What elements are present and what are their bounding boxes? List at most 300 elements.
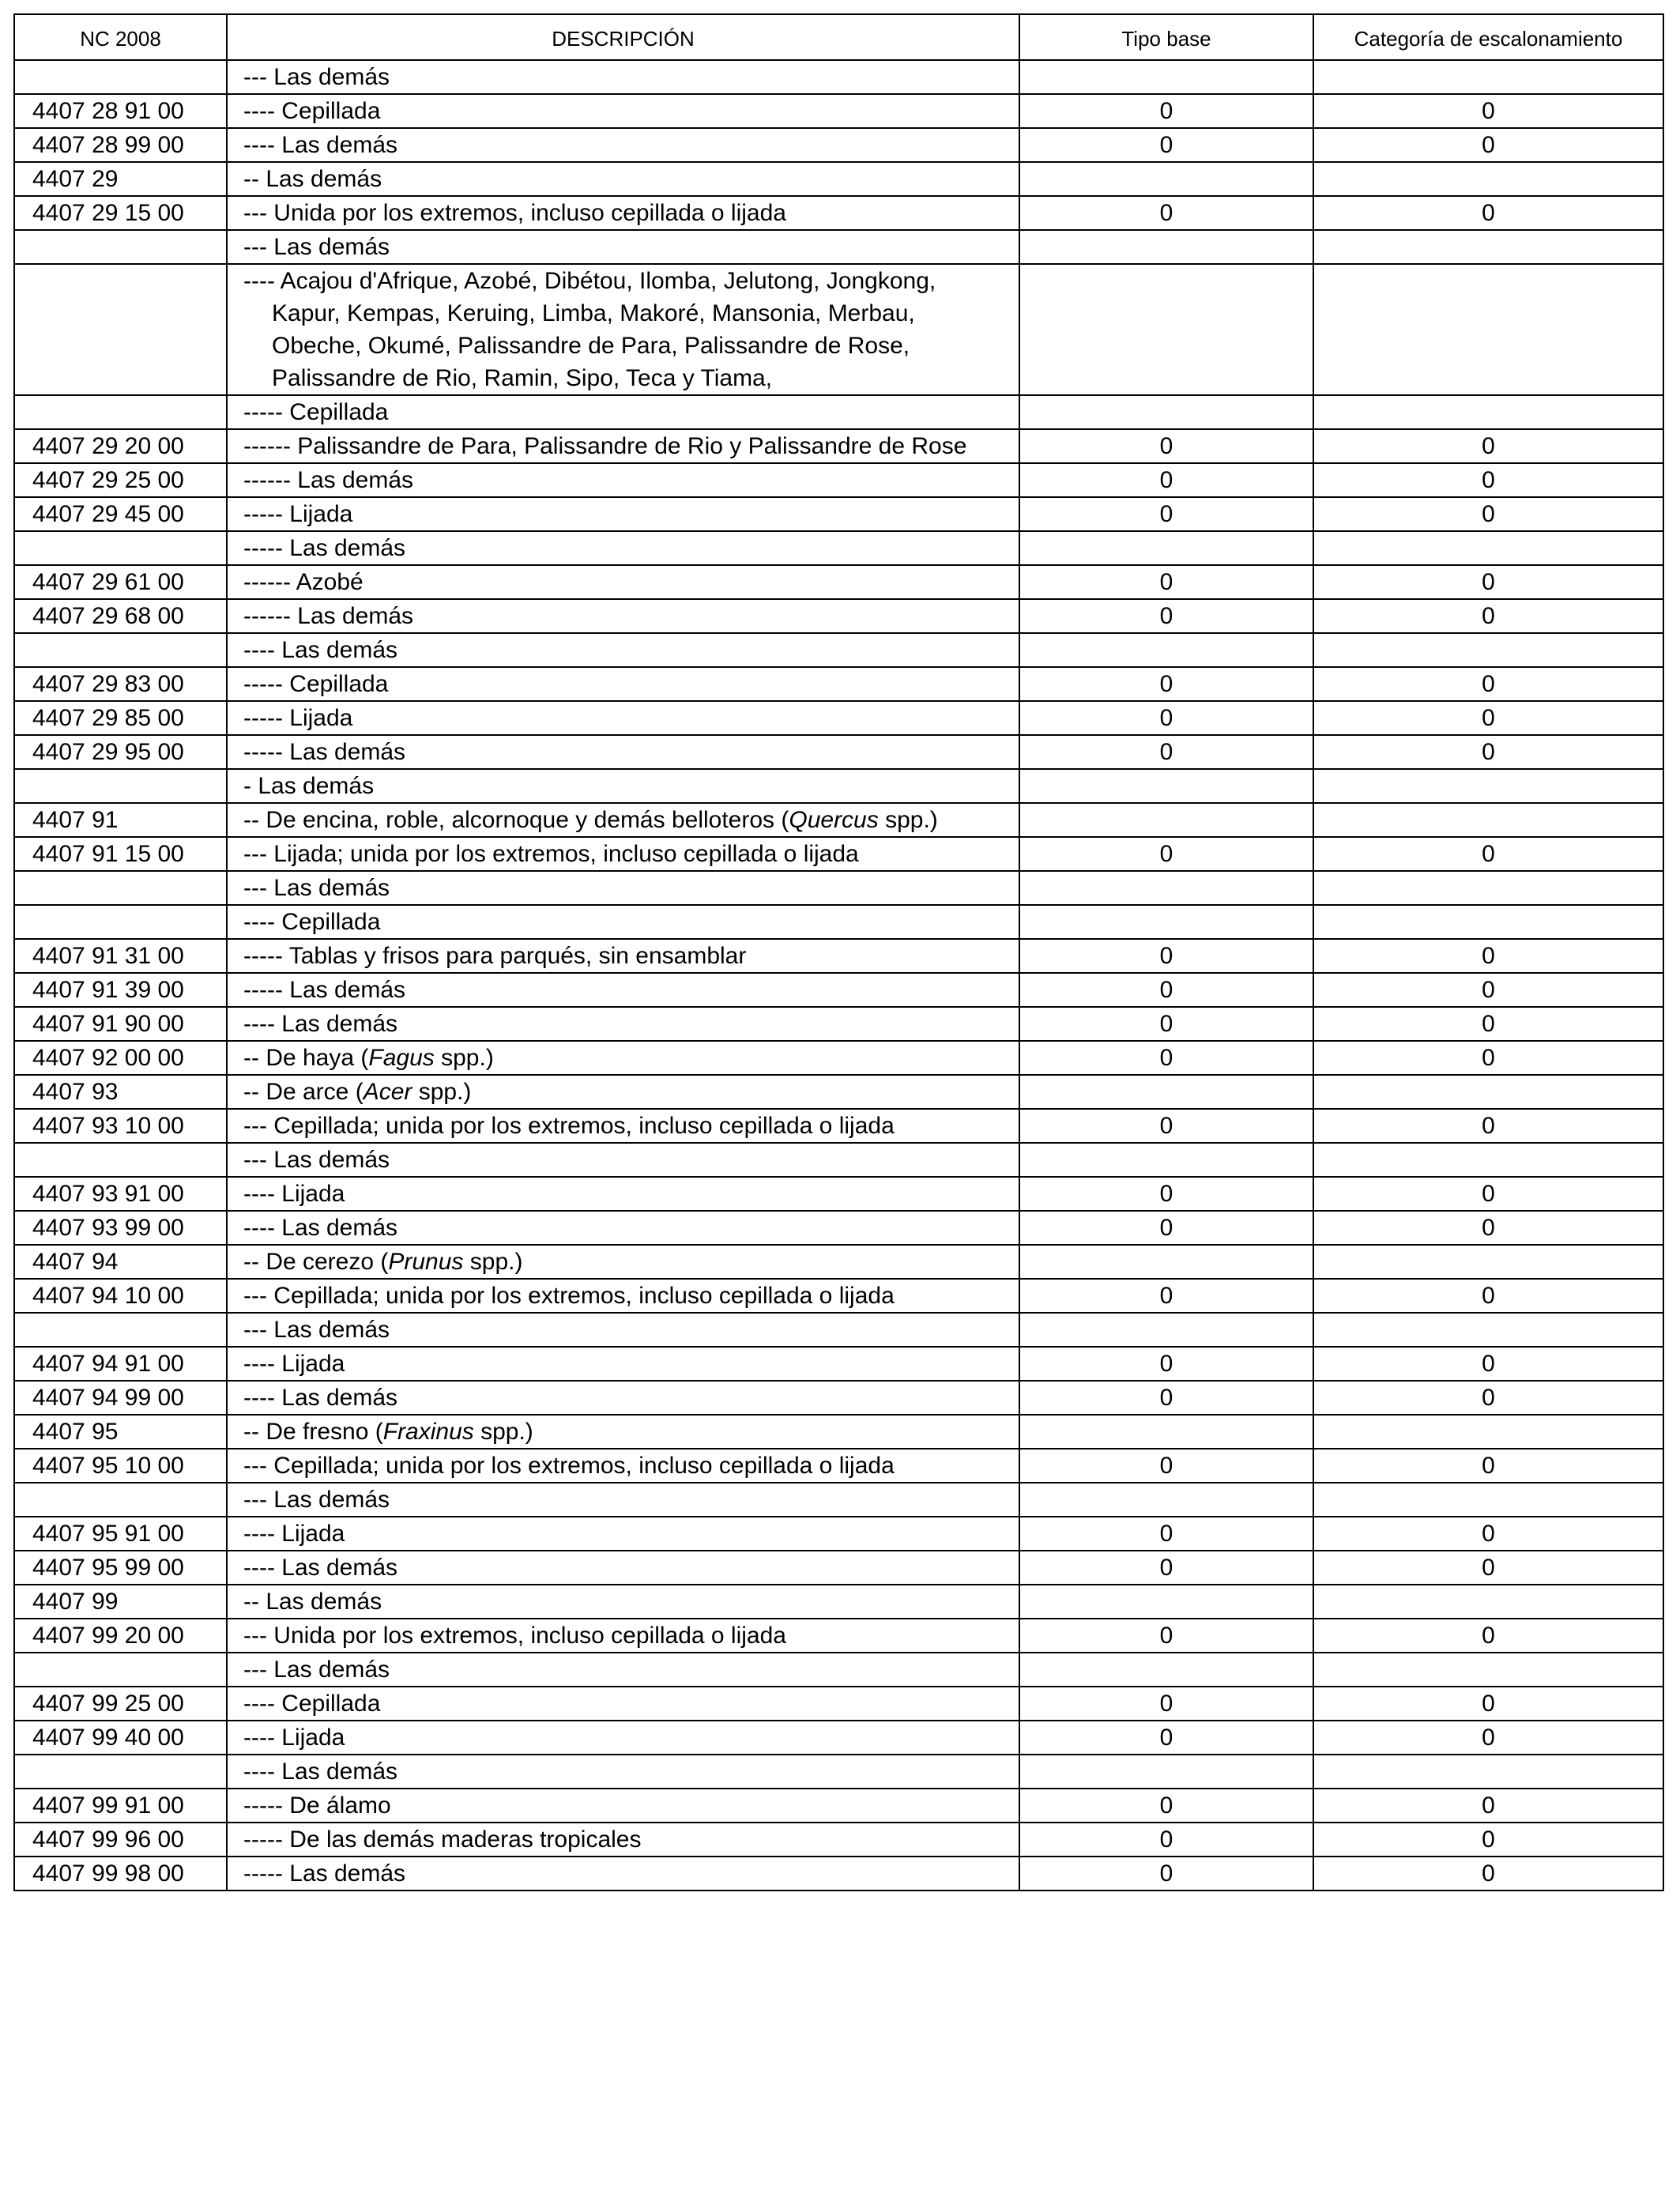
cell-staging-category bbox=[1313, 803, 1663, 837]
table-row bbox=[14, 1687, 1663, 1721]
description-text: ----- Las demás bbox=[243, 739, 406, 765]
cell-staging-category: 0 bbox=[1313, 1789, 1663, 1823]
cell-description bbox=[227, 939, 1019, 973]
table-row bbox=[14, 599, 1663, 633]
table-row bbox=[14, 1551, 1663, 1585]
table-row bbox=[14, 1857, 1663, 1891]
cell-staging-category: 0 bbox=[1313, 1177, 1663, 1211]
cell-base-rate: 0 bbox=[1019, 1721, 1313, 1755]
cell-code: 4407 94 99 00 bbox=[14, 1381, 227, 1415]
table-row bbox=[14, 1279, 1663, 1313]
cell-code: 4407 29 20 00 bbox=[14, 429, 227, 463]
cell-base-rate: 0 bbox=[1019, 1007, 1313, 1041]
cell-staging-category: 0 bbox=[1313, 463, 1663, 497]
cell-description bbox=[227, 735, 1019, 769]
table-row bbox=[14, 531, 1663, 565]
table-row bbox=[14, 1823, 1663, 1857]
cell-description bbox=[227, 633, 1019, 667]
description-text: ----- De las demás maderas tropicales bbox=[243, 1826, 642, 1853]
cell-base-rate: 0 bbox=[1019, 1381, 1313, 1415]
cell-staging-category: 0 bbox=[1313, 1687, 1663, 1721]
cell-description bbox=[227, 1789, 1019, 1823]
description-text: ---- Acajou d'Afrique, Azobé, Dibétou, Ilomba, Jelutong, Jongkong, Kapur, Kempas, Keruing, Limba, Makoré, Mansonia, Merbau, Obeche, Okumé, Palissandre de Para, Palissandre de Rose, Palissandre de Rio, Ramin, Sipo, Teca y Tiama, bbox=[243, 268, 936, 391]
cell-staging-category bbox=[1313, 1143, 1663, 1177]
cell-staging-category: 0 bbox=[1313, 1721, 1663, 1755]
cell-code: 4407 95 10 00 bbox=[14, 1449, 227, 1483]
cell-code: 4407 99 40 00 bbox=[14, 1721, 227, 1755]
cell-code bbox=[14, 230, 227, 264]
cell-staging-category bbox=[1313, 1653, 1663, 1687]
cell-code: 4407 99 25 00 bbox=[14, 1687, 227, 1721]
cell-base-rate bbox=[1019, 1143, 1313, 1177]
header-staging-category: Categoría de escalonamiento bbox=[1313, 14, 1663, 60]
table-row bbox=[14, 1755, 1663, 1789]
description-text: spp.) bbox=[473, 1419, 533, 1445]
table-row bbox=[14, 565, 1663, 599]
table-row bbox=[14, 837, 1663, 871]
table-row bbox=[14, 1109, 1663, 1143]
cell-staging-category: 0 bbox=[1313, 1517, 1663, 1551]
cell-base-rate: 0 bbox=[1019, 667, 1313, 701]
cell-staging-category bbox=[1313, 230, 1663, 264]
cell-description bbox=[227, 1585, 1019, 1619]
table-row bbox=[14, 633, 1663, 667]
description-text: ----- Las demás bbox=[243, 1860, 406, 1887]
cell-description bbox=[227, 1653, 1019, 1687]
cell-base-rate bbox=[1019, 1755, 1313, 1789]
table-row bbox=[14, 1415, 1663, 1449]
cell-base-rate: 0 bbox=[1019, 1619, 1313, 1653]
description-text: --- Las demás bbox=[243, 1487, 390, 1513]
table-row bbox=[14, 905, 1663, 939]
cell-description bbox=[227, 1211, 1019, 1245]
cell-description bbox=[227, 565, 1019, 599]
cell-staging-category bbox=[1313, 1483, 1663, 1517]
table-row bbox=[14, 1721, 1663, 1755]
species-name: Fagus bbox=[368, 1045, 435, 1071]
description-text: --- Las demás bbox=[243, 64, 390, 90]
cell-code: 4407 29 85 00 bbox=[14, 701, 227, 735]
description-text: ---- Las demás bbox=[243, 637, 398, 663]
cell-base-rate: 0 bbox=[1019, 1687, 1313, 1721]
cell-staging-category: 0 bbox=[1313, 1347, 1663, 1381]
cell-code: 4407 93 99 00 bbox=[14, 1211, 227, 1245]
cell-base-rate bbox=[1019, 633, 1313, 667]
cell-description bbox=[227, 1381, 1019, 1415]
description-text: ----- Cepillada bbox=[243, 671, 389, 697]
table-row bbox=[14, 1619, 1663, 1653]
cell-base-rate bbox=[1019, 60, 1313, 94]
cell-description bbox=[227, 497, 1019, 531]
cell-base-rate: 0 bbox=[1019, 429, 1313, 463]
description-text: - Las demás bbox=[243, 773, 375, 799]
cell-code: 4407 29 68 00 bbox=[14, 599, 227, 633]
cell-staging-category bbox=[1313, 162, 1663, 196]
cell-description bbox=[227, 1755, 1019, 1789]
description-text: -- Las demás bbox=[243, 1589, 382, 1615]
cell-description bbox=[227, 1177, 1019, 1211]
cell-staging-category: 0 bbox=[1313, 1857, 1663, 1891]
cell-base-rate: 0 bbox=[1019, 196, 1313, 230]
cell-code bbox=[14, 264, 227, 395]
table-row bbox=[14, 1075, 1663, 1109]
cell-code: 4407 99 96 00 bbox=[14, 1823, 227, 1857]
description-text: --- Las demás bbox=[243, 1317, 390, 1343]
description-text: -- De cerezo ( bbox=[243, 1249, 389, 1275]
description-text: ---- Lijada bbox=[243, 1181, 345, 1207]
cell-base-rate bbox=[1019, 1075, 1313, 1109]
cell-staging-category: 0 bbox=[1313, 565, 1663, 599]
cell-code: 4407 99 20 00 bbox=[14, 1619, 227, 1653]
cell-base-rate bbox=[1019, 162, 1313, 196]
cell-code bbox=[14, 1313, 227, 1347]
cell-code: 4407 29 61 00 bbox=[14, 565, 227, 599]
cell-code: 4407 92 00 00 bbox=[14, 1041, 227, 1075]
cell-base-rate: 0 bbox=[1019, 973, 1313, 1007]
cell-staging-category: 0 bbox=[1313, 1551, 1663, 1585]
cell-staging-category bbox=[1313, 1755, 1663, 1789]
cell-description bbox=[227, 196, 1019, 230]
cell-staging-category: 0 bbox=[1313, 1211, 1663, 1245]
header-base-rate: Tipo base bbox=[1019, 14, 1313, 60]
cell-staging-category bbox=[1313, 1415, 1663, 1449]
cell-description bbox=[227, 769, 1019, 803]
cell-description bbox=[227, 395, 1019, 429]
cell-code: 4407 94 91 00 bbox=[14, 1347, 227, 1381]
cell-base-rate: 0 bbox=[1019, 1347, 1313, 1381]
description-text: spp.) bbox=[878, 807, 938, 833]
table-row bbox=[14, 264, 1663, 395]
table-row bbox=[14, 667, 1663, 701]
cell-staging-category bbox=[1313, 264, 1663, 395]
description-text: --- Unida por los extremos, incluso cepillada o lijada bbox=[243, 1623, 786, 1649]
cell-description bbox=[227, 463, 1019, 497]
cell-code: 4407 91 15 00 bbox=[14, 837, 227, 871]
table-row bbox=[14, 94, 1663, 128]
cell-code: 4407 29 45 00 bbox=[14, 497, 227, 531]
cell-description bbox=[227, 1313, 1019, 1347]
cell-base-rate bbox=[1019, 871, 1313, 905]
cell-description bbox=[227, 1007, 1019, 1041]
table-row bbox=[14, 769, 1663, 803]
description-text: ---- Lijada bbox=[243, 1521, 345, 1547]
description-text: ---- Las demás bbox=[243, 1215, 398, 1241]
table-row bbox=[14, 1517, 1663, 1551]
cell-base-rate: 0 bbox=[1019, 1551, 1313, 1585]
table-row bbox=[14, 1007, 1663, 1041]
cell-description bbox=[227, 162, 1019, 196]
header-description: DESCRIPCIÓN bbox=[227, 14, 1019, 60]
cell-code: 4407 94 10 00 bbox=[14, 1279, 227, 1313]
cell-base-rate bbox=[1019, 1585, 1313, 1619]
cell-description bbox=[227, 531, 1019, 565]
description-text: spp.) bbox=[434, 1045, 494, 1071]
cell-description bbox=[227, 1551, 1019, 1585]
cell-base-rate bbox=[1019, 1483, 1313, 1517]
cell-base-rate: 0 bbox=[1019, 565, 1313, 599]
description-text: --- Las demás bbox=[243, 1147, 390, 1173]
cell-code: 4407 91 39 00 bbox=[14, 973, 227, 1007]
table-row bbox=[14, 1585, 1663, 1619]
table-row bbox=[14, 803, 1663, 837]
cell-base-rate: 0 bbox=[1019, 1177, 1313, 1211]
cell-code bbox=[14, 769, 227, 803]
description-text: --- Cepillada; unida por los extremos, incluso cepillada o lijada bbox=[243, 1113, 895, 1139]
description-text: ---- Lijada bbox=[243, 1725, 345, 1751]
cell-description bbox=[227, 871, 1019, 905]
cell-code: 4407 91 31 00 bbox=[14, 939, 227, 973]
cell-code: 4407 99 98 00 bbox=[14, 1857, 227, 1891]
description-text: ----- Lijada bbox=[243, 705, 353, 731]
cell-base-rate: 0 bbox=[1019, 939, 1313, 973]
species-name: Fraxinus bbox=[382, 1419, 474, 1445]
description-text: ------ Palissandre de Para, Palissandre de Rio y Palissandre de Rose bbox=[243, 433, 967, 459]
description-text: -- De fresno ( bbox=[243, 1419, 383, 1445]
description-text: ---- Las demás bbox=[243, 1385, 398, 1411]
cell-code: 4407 29 25 00 bbox=[14, 463, 227, 497]
cell-description bbox=[227, 1245, 1019, 1279]
cell-description bbox=[227, 1857, 1019, 1891]
cell-staging-category: 0 bbox=[1313, 599, 1663, 633]
table-row bbox=[14, 162, 1663, 196]
cell-code bbox=[14, 395, 227, 429]
cell-base-rate: 0 bbox=[1019, 1211, 1313, 1245]
cell-description bbox=[227, 1517, 1019, 1551]
table-row bbox=[14, 128, 1663, 162]
cell-base-rate: 0 bbox=[1019, 463, 1313, 497]
cell-staging-category: 0 bbox=[1313, 837, 1663, 871]
tariff-table bbox=[13, 13, 1664, 1891]
cell-staging-category bbox=[1313, 769, 1663, 803]
cell-code bbox=[14, 1653, 227, 1687]
cell-description bbox=[227, 1347, 1019, 1381]
cell-description bbox=[227, 230, 1019, 264]
table-row bbox=[14, 1789, 1663, 1823]
cell-base-rate bbox=[1019, 264, 1313, 395]
cell-staging-category: 0 bbox=[1313, 497, 1663, 531]
cell-staging-category bbox=[1313, 871, 1663, 905]
cell-description bbox=[227, 1449, 1019, 1483]
table-row bbox=[14, 497, 1663, 531]
description-text: ------ Las demás bbox=[243, 603, 414, 629]
cell-base-rate: 0 bbox=[1019, 1109, 1313, 1143]
description-text: spp.) bbox=[412, 1079, 472, 1105]
cell-staging-category bbox=[1313, 1075, 1663, 1109]
cell-staging-category: 0 bbox=[1313, 1109, 1663, 1143]
cell-description bbox=[227, 94, 1019, 128]
cell-base-rate: 0 bbox=[1019, 94, 1313, 128]
cell-code bbox=[14, 905, 227, 939]
table-row bbox=[14, 429, 1663, 463]
table-row bbox=[14, 1347, 1663, 1381]
table-row bbox=[14, 196, 1663, 230]
cell-description bbox=[227, 905, 1019, 939]
cell-staging-category: 0 bbox=[1313, 973, 1663, 1007]
cell-base-rate bbox=[1019, 769, 1313, 803]
cell-description bbox=[227, 973, 1019, 1007]
cell-base-rate: 0 bbox=[1019, 1041, 1313, 1075]
cell-staging-category bbox=[1313, 633, 1663, 667]
species-name: Prunus bbox=[388, 1249, 464, 1275]
cell-base-rate: 0 bbox=[1019, 1823, 1313, 1857]
description-text: ---- Lijada bbox=[243, 1351, 345, 1377]
cell-base-rate bbox=[1019, 1313, 1313, 1347]
cell-staging-category: 0 bbox=[1313, 94, 1663, 128]
cell-description bbox=[227, 599, 1019, 633]
table-row bbox=[14, 1381, 1663, 1415]
cell-staging-category: 0 bbox=[1313, 196, 1663, 230]
cell-staging-category: 0 bbox=[1313, 1449, 1663, 1483]
description-text: ---- Las demás bbox=[243, 132, 398, 158]
cell-code: 4407 99 91 00 bbox=[14, 1789, 227, 1823]
cell-description bbox=[227, 667, 1019, 701]
description-text: --- Las demás bbox=[243, 875, 390, 901]
cell-staging-category bbox=[1313, 395, 1663, 429]
cell-description bbox=[227, 1483, 1019, 1517]
description-text: ----- Las demás bbox=[243, 977, 406, 1003]
description-text: ------ Las demás bbox=[243, 467, 414, 493]
cell-code bbox=[14, 1143, 227, 1177]
cell-base-rate bbox=[1019, 1415, 1313, 1449]
table-row bbox=[14, 973, 1663, 1007]
table-row bbox=[14, 1313, 1663, 1347]
description-text: --- Las demás bbox=[243, 1657, 390, 1683]
description-text: -- Las demás bbox=[243, 166, 382, 192]
cell-description bbox=[227, 1109, 1019, 1143]
description-text: ----- De álamo bbox=[243, 1793, 391, 1819]
description-text: --- Lijada; unida por los extremos, incluso cepillada o lijada bbox=[243, 841, 859, 867]
table-body bbox=[14, 60, 1663, 1891]
cell-base-rate: 0 bbox=[1019, 1517, 1313, 1551]
cell-code bbox=[14, 871, 227, 905]
cell-staging-category: 0 bbox=[1313, 1381, 1663, 1415]
cell-staging-category: 0 bbox=[1313, 1619, 1663, 1653]
cell-description bbox=[227, 1415, 1019, 1449]
cell-description bbox=[227, 837, 1019, 871]
cell-base-rate: 0 bbox=[1019, 1449, 1313, 1483]
description-text: ------ Azobé bbox=[243, 569, 363, 595]
cell-code bbox=[14, 1483, 227, 1517]
cell-staging-category bbox=[1313, 1313, 1663, 1347]
cell-staging-category: 0 bbox=[1313, 429, 1663, 463]
cell-description bbox=[227, 1279, 1019, 1313]
description-text: ---- Cepillada bbox=[243, 98, 381, 124]
table-row bbox=[14, 735, 1663, 769]
description-text: spp.) bbox=[463, 1249, 523, 1275]
species-name: Quercus bbox=[789, 807, 879, 833]
cell-base-rate bbox=[1019, 1653, 1313, 1687]
cell-description bbox=[227, 264, 1019, 395]
cell-code: 4407 29 95 00 bbox=[14, 735, 227, 769]
cell-description bbox=[227, 1619, 1019, 1653]
cell-base-rate: 0 bbox=[1019, 1789, 1313, 1823]
cell-code: 4407 29 15 00 bbox=[14, 196, 227, 230]
description-text: ----- Las demás bbox=[243, 535, 406, 561]
table-row bbox=[14, 60, 1663, 94]
description-text: ---- Las demás bbox=[243, 1555, 398, 1581]
cell-base-rate bbox=[1019, 395, 1313, 429]
cell-description bbox=[227, 429, 1019, 463]
description-text: --- Cepillada; unida por los extremos, incluso cepillada o lijada bbox=[243, 1283, 895, 1309]
table-row bbox=[14, 1143, 1663, 1177]
cell-base-rate: 0 bbox=[1019, 701, 1313, 735]
cell-code: 4407 93 91 00 bbox=[14, 1177, 227, 1211]
cell-base-rate bbox=[1019, 1245, 1313, 1279]
cell-base-rate: 0 bbox=[1019, 599, 1313, 633]
cell-code: 4407 28 99 00 bbox=[14, 128, 227, 162]
cell-base-rate bbox=[1019, 230, 1313, 264]
cell-base-rate: 0 bbox=[1019, 1279, 1313, 1313]
cell-staging-category bbox=[1313, 60, 1663, 94]
description-text: ---- Cepillada bbox=[243, 909, 381, 935]
cell-base-rate: 0 bbox=[1019, 497, 1313, 531]
cell-code: 4407 93 bbox=[14, 1075, 227, 1109]
cell-code: 4407 29 83 00 bbox=[14, 667, 227, 701]
cell-description bbox=[227, 1687, 1019, 1721]
cell-description bbox=[227, 1721, 1019, 1755]
cell-staging-category: 0 bbox=[1313, 1823, 1663, 1857]
cell-code bbox=[14, 1755, 227, 1789]
cell-staging-category bbox=[1313, 531, 1663, 565]
species-name: Acer bbox=[363, 1079, 412, 1105]
cell-code: 4407 93 10 00 bbox=[14, 1109, 227, 1143]
cell-code bbox=[14, 633, 227, 667]
table-row bbox=[14, 1177, 1663, 1211]
cell-base-rate: 0 bbox=[1019, 1857, 1313, 1891]
cell-description bbox=[227, 701, 1019, 735]
description-text: -- De arce ( bbox=[243, 1079, 363, 1105]
cell-description bbox=[227, 60, 1019, 94]
cell-description bbox=[227, 1823, 1019, 1857]
cell-base-rate: 0 bbox=[1019, 128, 1313, 162]
table-row bbox=[14, 463, 1663, 497]
table-row bbox=[14, 939, 1663, 973]
table-row bbox=[14, 1245, 1663, 1279]
description-text: -- De haya ( bbox=[243, 1045, 369, 1071]
cell-staging-category bbox=[1313, 905, 1663, 939]
cell-staging-category: 0 bbox=[1313, 701, 1663, 735]
cell-code: 4407 28 91 00 bbox=[14, 94, 227, 128]
description-text: ---- Cepillada bbox=[243, 1691, 381, 1717]
table-row bbox=[14, 1483, 1663, 1517]
cell-description bbox=[227, 1143, 1019, 1177]
cell-base-rate bbox=[1019, 803, 1313, 837]
cell-base-rate: 0 bbox=[1019, 735, 1313, 769]
cell-description bbox=[227, 128, 1019, 162]
cell-staging-category: 0 bbox=[1313, 667, 1663, 701]
cell-code: 4407 95 99 00 bbox=[14, 1551, 227, 1585]
cell-staging-category: 0 bbox=[1313, 1279, 1663, 1313]
cell-code: 4407 95 91 00 bbox=[14, 1517, 227, 1551]
header-row bbox=[14, 14, 1663, 60]
header-code: NC 2008 bbox=[14, 14, 227, 60]
cell-staging-category: 0 bbox=[1313, 939, 1663, 973]
cell-code: 4407 99 bbox=[14, 1585, 227, 1619]
cell-staging-category: 0 bbox=[1313, 735, 1663, 769]
table-row bbox=[14, 395, 1663, 429]
cell-staging-category: 0 bbox=[1313, 1041, 1663, 1075]
description-text: --- Cepillada; unida por los extremos, incluso cepillada o lijada bbox=[243, 1453, 895, 1479]
cell-code: 4407 91 bbox=[14, 803, 227, 837]
table-row bbox=[14, 1449, 1663, 1483]
cell-code: 4407 94 bbox=[14, 1245, 227, 1279]
description-text: --- Las demás bbox=[243, 234, 390, 260]
cell-staging-category: 0 bbox=[1313, 128, 1663, 162]
cell-description bbox=[227, 803, 1019, 837]
cell-code: 4407 91 90 00 bbox=[14, 1007, 227, 1041]
cell-base-rate: 0 bbox=[1019, 837, 1313, 871]
description-text: --- Unida por los extremos, incluso cepillada o lijada bbox=[243, 200, 786, 226]
